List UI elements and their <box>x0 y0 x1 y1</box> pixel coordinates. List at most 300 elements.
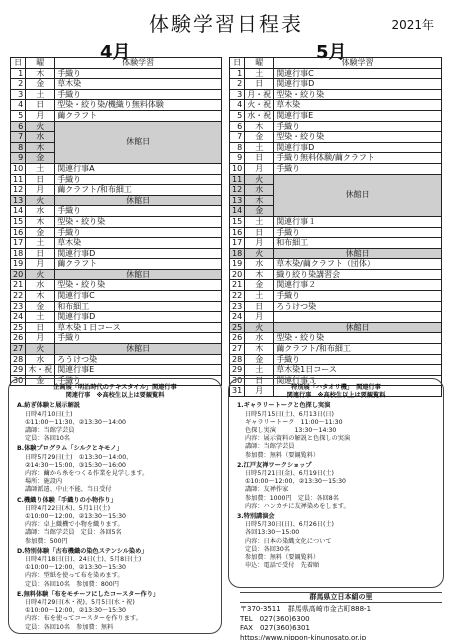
program-name: 手織り無料体験/繭クラフト <box>274 153 442 164</box>
program-name: 関連行事C <box>55 291 222 302</box>
event-detail: 場所：施設内 <box>25 478 63 486</box>
day-number: 17 <box>230 238 245 249</box>
event-detail: 色探し実演 13:30～14:30 <box>245 427 337 435</box>
weekday: 水 <box>26 280 55 291</box>
weekday: 火 <box>26 269 55 280</box>
event-detail: 内容：ハンカチに友禅染めをします。 <box>245 502 350 510</box>
weekday: 日 <box>26 100 55 111</box>
program-name: 関連行事D <box>55 248 222 259</box>
program-name: 和布細工 <box>274 238 442 249</box>
weekday: 土 <box>245 216 274 227</box>
weekday: 土 <box>26 163 55 174</box>
contact-block <box>240 592 442 640</box>
facility-name: 群馬県立日本絹の里 <box>240 592 442 603</box>
day-number: 2 <box>230 79 245 90</box>
weekday: 金 <box>26 375 55 386</box>
calendar-row <box>11 322 222 333</box>
event-detail: 日時4月22日(木)、5月1日(土) <box>25 504 111 512</box>
calendar-row <box>230 89 442 100</box>
day-number: 25 <box>230 322 245 333</box>
column-header: 日 <box>230 58 245 69</box>
calendar-row <box>11 238 222 249</box>
weekday: 木 <box>26 142 55 153</box>
day-number: 29 <box>230 365 245 376</box>
day-number: 9 <box>230 153 245 164</box>
day-number: 30 <box>230 375 245 386</box>
calendar-row <box>230 110 442 121</box>
event-detail: 内容：展示資料の解説と色探しの実演 <box>245 435 351 443</box>
closed-day-label: 休館日 <box>55 195 222 206</box>
event-detail: 講師：当館学芸員 <box>25 427 75 435</box>
weekday: 日 <box>245 153 274 164</box>
day-number: 12 <box>230 185 245 196</box>
calendar-row <box>230 132 442 143</box>
calendar-row <box>11 195 222 206</box>
day-number: 13 <box>230 195 245 206</box>
program-name: 草木染/繭クラフト（団体） <box>274 259 442 270</box>
program-name: 関連行事C <box>274 68 442 79</box>
event-detail: 日時4月10日(土) <box>25 410 73 418</box>
event-detail: 定員：各回10名 <box>25 435 70 443</box>
program-name: 型染・絞り染 <box>55 280 222 291</box>
closed-day-label: 休館日 <box>55 269 222 280</box>
day-number: 28 <box>11 354 26 365</box>
calendar-row <box>230 163 442 174</box>
program-name: 繭クラフト/和布細工 <box>274 344 442 355</box>
day-number: 11 <box>230 174 245 185</box>
program-name: 関連行事D <box>55 312 222 323</box>
program-name: 手織り <box>55 375 222 386</box>
program-name: 織り絞り染講習会 <box>274 269 442 280</box>
calendar-row <box>230 344 442 355</box>
event-detail: 日時5月15日(土)、6月13日(日) <box>245 410 334 418</box>
day-number: 28 <box>230 354 245 365</box>
program-name: 手織り <box>55 227 222 238</box>
day-number: 15 <box>11 216 26 227</box>
april-heading: 4月 <box>100 42 131 63</box>
program-name: 関連行事D <box>274 142 442 153</box>
weekday: 木 <box>245 121 274 132</box>
event-detail: 講師派遣、中止不能、当日受付 <box>25 486 112 494</box>
right-notice-subtitle: 関連行事 ※高校生以上は要観覧料 <box>286 392 386 400</box>
calendar-row <box>11 312 222 323</box>
event-detail: 申込：電話で受付 先着順 <box>245 562 320 570</box>
calendar-row <box>230 68 442 79</box>
weekday: 月 <box>26 185 55 196</box>
event-heading: 3.特別講演会 <box>237 513 275 521</box>
calendar-row <box>11 365 222 376</box>
event-detail: 日時5月29日(土) ①13:30～14:00、 <box>25 453 133 461</box>
program-name: 手織り <box>274 354 442 365</box>
program-name <box>274 312 442 323</box>
day-number: 30 <box>11 375 26 386</box>
program-name: 手織り <box>55 89 222 100</box>
weekday: 土 <box>26 312 55 323</box>
column-header: 体験学習 <box>274 58 442 69</box>
program-name: ろうけつ染 <box>274 301 442 312</box>
calendar-row <box>230 121 442 132</box>
calendar-row <box>230 322 442 333</box>
day-number: 4 <box>11 100 26 111</box>
calendar-row <box>11 333 222 344</box>
weekday: 日 <box>245 227 274 238</box>
closed-day-label: 休館日 <box>274 322 442 333</box>
program-name: 草木染1日コース <box>274 365 442 376</box>
event-detail: ①10:00～12:00、②13:30～15:30 <box>245 478 346 486</box>
day-number: 19 <box>11 259 26 270</box>
day-number: 27 <box>11 344 26 355</box>
calendar-header-row <box>230 58 442 69</box>
calendar-row <box>230 312 442 323</box>
event-detail: 日時5月30日(日)、6月26日(土) <box>245 521 334 529</box>
event-heading: B.体験プログラム「シルクとキモノ」 <box>17 445 123 453</box>
calendar-row <box>11 206 222 217</box>
weekday: 月・祝 <box>245 89 274 100</box>
program-name: 関連行事E <box>55 365 222 376</box>
page-title: 体験学習日程表 <box>149 12 303 36</box>
weekday: 金 <box>26 301 55 312</box>
special-exhibition-notice <box>228 378 444 588</box>
column-header: 体験学習 <box>55 58 222 69</box>
weekday: 水 <box>245 333 274 344</box>
weekday: 火 <box>245 174 274 185</box>
weekday: 金 <box>245 132 274 143</box>
calendar-row <box>11 248 222 259</box>
day-number: 21 <box>230 280 245 291</box>
weekday: 金 <box>245 206 274 217</box>
event-detail: 講師：友禅作家 <box>245 486 289 494</box>
weekday: 土 <box>26 89 55 100</box>
event-detail: 定員：各回10名 参加費：無料 <box>25 623 114 631</box>
program-name: 型染・絞り染 <box>274 89 442 100</box>
weekday: 木 <box>26 291 55 302</box>
calendar-row <box>230 216 442 227</box>
day-number: 20 <box>11 269 26 280</box>
calendar-row <box>11 185 222 196</box>
weekday: 水 <box>26 354 55 365</box>
program-name: 繭クラフト <box>55 110 222 121</box>
day-number: 29 <box>11 365 26 376</box>
event-detail: 参加費：1000円 定員：各回8名 <box>245 494 339 502</box>
calendar-row <box>11 110 222 121</box>
calendar-row <box>230 365 442 376</box>
event-heading: A.紡ぎ体験と展示解説 <box>17 402 80 410</box>
calendar-row <box>11 89 222 100</box>
calendar-row <box>230 280 442 291</box>
weekday: 金 <box>26 79 55 90</box>
day-number: 5 <box>11 110 26 121</box>
weekday: 木・祝 <box>26 365 55 376</box>
calendar-row <box>11 354 222 365</box>
day-number: 15 <box>230 216 245 227</box>
calendar-row <box>230 153 442 164</box>
day-number: 20 <box>230 269 245 280</box>
day-number: 24 <box>11 312 26 323</box>
program-name: 手織り <box>274 163 442 174</box>
closed-period-label: 休館日 <box>274 174 442 216</box>
calendar-row <box>11 344 222 355</box>
weekday: 水 <box>245 259 274 270</box>
event-detail: 講師：当館学芸員 定員：各回5名 <box>25 529 122 537</box>
weekday: 金 <box>26 153 55 164</box>
day-number: 10 <box>11 163 26 174</box>
day-number: 8 <box>11 142 26 153</box>
weekday: 火 <box>26 344 55 355</box>
program-name: 和布細工 <box>55 301 222 312</box>
program-name: 型染・絞り染 <box>274 333 442 344</box>
event-heading: 1.ギャラリートークと色探し実演 <box>237 402 331 410</box>
program-name: 関連行事３ <box>274 375 442 386</box>
event-detail: ①10:00～12:00、②13:30～15:30 <box>25 513 126 521</box>
year-label: 2021年 <box>391 18 434 32</box>
phone-number: TEL 027(360)6300 <box>240 614 310 623</box>
weekday: 月 <box>26 333 55 344</box>
event-detail: 参加費：500円 <box>25 537 68 545</box>
event-detail: 定員：各回10名 参加費：800円 <box>25 580 119 588</box>
calendar-row <box>230 227 442 238</box>
day-number: 14 <box>230 206 245 217</box>
calendar-row <box>230 248 442 259</box>
calendar-row <box>11 68 222 79</box>
calendar-row <box>11 291 222 302</box>
weekday: 月 <box>245 163 274 174</box>
weekday: 木 <box>245 344 274 355</box>
column-header: 日 <box>11 58 26 69</box>
day-number: 18 <box>230 248 245 259</box>
weekday: 日 <box>245 79 274 90</box>
day-number: 24 <box>230 312 245 323</box>
program-name: 手織り <box>55 206 222 217</box>
calendar-row <box>11 121 222 132</box>
program-name: 関連行事A <box>55 163 222 174</box>
program-name: 草木染 <box>55 238 222 249</box>
day-number: 19 <box>230 259 245 270</box>
event-detail: 日時4月18日(日)、24日(土)、5月8日(土) <box>25 556 142 564</box>
weekday: 金 <box>26 227 55 238</box>
event-detail: ①11:00～11:30、②13:30～14:00 <box>25 418 126 426</box>
may-calendar-table <box>229 57 442 397</box>
day-number: 7 <box>11 132 26 143</box>
event-detail: ①10:00～12:00、②13:30～15:30 <box>25 564 126 572</box>
weekday: 土 <box>245 68 274 79</box>
day-number: 14 <box>11 206 26 217</box>
event-detail: ギャラリートーク 11:00～11:30 <box>245 418 343 426</box>
weekday: 火 <box>245 248 274 259</box>
program-name: 手織り <box>274 291 442 302</box>
calendar-row <box>11 301 222 312</box>
day-number: 16 <box>230 227 245 238</box>
day-number: 16 <box>11 227 26 238</box>
program-name: 草木染１日コース <box>55 322 222 333</box>
calendar-row <box>230 291 442 302</box>
event-detail: 内容：卓上織機で小物を織ります。 <box>25 521 124 529</box>
calendar-row <box>11 79 222 90</box>
calendar-row <box>11 216 222 227</box>
program-name: 手織り <box>55 333 222 344</box>
weekday: 日 <box>245 375 274 386</box>
program-name: 草木染 <box>274 100 442 111</box>
event-heading: C.機織り体験「手織りの小物作り」 <box>17 496 117 504</box>
event-detail: 参加費：無料（要観覧料） <box>245 554 320 562</box>
postal-address: 〒370-3511 群馬県高崎市金古町888-1 <box>240 605 372 614</box>
event-heading: D.特別体験「古布機織の染色ステンシル染め」 <box>17 547 148 555</box>
closed-period-label: 休館日 <box>55 121 222 163</box>
program-name: 関連行事D <box>274 79 442 90</box>
weekday: 土 <box>245 365 274 376</box>
closed-day-label: 休館日 <box>55 344 222 355</box>
calendar-row <box>11 100 222 111</box>
weekday: 月 <box>26 259 55 270</box>
closed-day-label: 休館日 <box>274 248 442 259</box>
day-number: 6 <box>230 121 245 132</box>
program-name: 繭クラフト <box>55 259 222 270</box>
april-calendar-table <box>10 57 222 386</box>
calendar-row <box>11 163 222 174</box>
program-name: 関連行事２ <box>274 280 442 291</box>
day-number: 31 <box>230 386 245 397</box>
program-name: ろうけつ染 <box>55 354 222 365</box>
left-notice-subtitle: 関連行事 ※高校生以上は要観覧料 <box>65 392 165 400</box>
day-number: 13 <box>11 195 26 206</box>
event-detail: 定員：各回30名 <box>245 545 290 553</box>
weekday: 火 <box>245 322 274 333</box>
day-number: 17 <box>11 238 26 249</box>
weekday: 日 <box>26 322 55 333</box>
weekday: 金 <box>245 354 274 365</box>
column-header: 曜 <box>245 58 274 69</box>
day-number: 2 <box>11 79 26 90</box>
weekday: 水 <box>245 185 274 196</box>
event-detail: 参加費：無料（要観覧料） <box>245 451 320 459</box>
day-number: 9 <box>11 153 26 164</box>
weekday: 木 <box>245 195 274 206</box>
weekday: 土 <box>26 238 55 249</box>
calendar-row <box>11 227 222 238</box>
program-name: 関連行事E <box>274 110 442 121</box>
event-heading: E.無料体験「布をモチーフにしたコースター作り」 <box>17 590 160 598</box>
calendar-row <box>230 142 442 153</box>
day-number: 22 <box>230 291 245 302</box>
weekday: 日 <box>245 301 274 312</box>
weekday: 木 <box>245 269 274 280</box>
event-heading: 2.江戸友禅ワークショップ <box>237 461 312 469</box>
event-detail: 日時4月29日(木・祝)、5月5日(水・祝) <box>25 599 135 607</box>
day-number: 22 <box>11 291 26 302</box>
program-name: 手織り <box>274 227 442 238</box>
program-name: 型染・絞り染/機織り無料体験 <box>55 100 222 111</box>
weekday: 土 <box>245 291 274 302</box>
event-detail: 各回13:30～15:00 <box>245 529 300 537</box>
day-number: 23 <box>11 301 26 312</box>
calendar-row <box>230 354 442 365</box>
exhibition-events-notice <box>8 378 222 634</box>
calendar-row <box>230 269 442 280</box>
website-link[interactable]: https://www.nippon-kinunosato.or.jp <box>240 633 367 640</box>
event-detail: 日時5月21日(金)、6月19日(土) <box>245 470 334 478</box>
event-detail: 講師：当館学芸員 <box>245 443 295 451</box>
program-name: 型染・絞り染 <box>274 132 442 143</box>
right-notice-title: 特別展「ハタオリ機」 関連行事 <box>291 384 381 391</box>
weekday: 月 <box>245 312 274 323</box>
weekday: 水 <box>26 132 55 143</box>
program-name: 手織り <box>274 121 442 132</box>
weekday: 月 <box>245 238 274 249</box>
calendar-header-row <box>11 58 222 69</box>
event-detail: 内容：繭から糸をつくる作業を見学します。 <box>25 470 149 478</box>
weekday: 土 <box>245 142 274 153</box>
day-number: 26 <box>230 333 245 344</box>
calendar-row <box>230 100 442 111</box>
weekday: 火 <box>26 121 55 132</box>
day-number: 4 <box>230 100 245 111</box>
event-detail: 内容：布を使ってコースターを作ります。 <box>25 615 142 623</box>
program-name: 繭クラフト/和布細工 <box>55 185 222 196</box>
weekday: 火 <box>26 195 55 206</box>
program-name: 関連行事１ <box>274 216 442 227</box>
calendar-row <box>11 280 222 291</box>
day-number: 10 <box>230 163 245 174</box>
day-number: 26 <box>11 333 26 344</box>
day-number: 5 <box>230 110 245 121</box>
weekday: 木 <box>26 68 55 79</box>
calendar-row <box>230 333 442 344</box>
day-number: 18 <box>11 248 26 259</box>
day-number: 8 <box>230 142 245 153</box>
calendar-row <box>230 174 442 185</box>
day-number: 23 <box>230 301 245 312</box>
weekday: 月 <box>245 386 274 397</box>
weekday: 水・祝 <box>245 110 274 121</box>
event-detail: 内容：型紙を使って布を染めます。 <box>25 572 124 580</box>
day-number: 3 <box>11 89 26 100</box>
program-name: 手織り <box>55 68 222 79</box>
weekday: 月 <box>26 110 55 121</box>
day-number: 6 <box>11 121 26 132</box>
calendar-row <box>230 238 442 249</box>
event-detail: ②14:30～15:00、③15:30～16:00 <box>25 461 126 469</box>
day-number: 3 <box>230 89 245 100</box>
event-detail: ①10:00～12:00、②13:30～15:30 <box>25 607 126 615</box>
day-number: 11 <box>11 174 26 185</box>
day-number: 21 <box>11 280 26 291</box>
weekday: 日 <box>26 174 55 185</box>
fax-number: FAX 027(360)6301 <box>240 624 310 633</box>
weekday: 日 <box>26 248 55 259</box>
day-number: 27 <box>230 344 245 355</box>
program-name: 型染・絞り染 <box>55 216 222 227</box>
calendar-row <box>11 259 222 270</box>
day-number: 12 <box>11 185 26 196</box>
calendar-row <box>11 269 222 280</box>
calendar-row <box>230 259 442 270</box>
weekday: 木 <box>26 216 55 227</box>
weekday: 水 <box>26 206 55 217</box>
column-header: 曜 <box>26 58 55 69</box>
may-heading: 5月 <box>316 42 347 63</box>
day-number: 25 <box>11 322 26 333</box>
calendar-row <box>230 79 442 90</box>
program-name: 手織り <box>55 174 222 185</box>
day-number: 1 <box>230 68 245 79</box>
left-notice-title: 企画展「明治時代のテキスタイル」関連行事 <box>53 384 177 391</box>
calendar-row <box>230 301 442 312</box>
event-detail: 内容：日本の染織文化について <box>245 537 332 545</box>
day-number: 1 <box>11 68 26 79</box>
weekday: 金 <box>245 280 274 291</box>
weekday: 火・祝 <box>245 100 274 111</box>
program-name: 草木染 <box>55 79 222 90</box>
calendar-row <box>11 174 222 185</box>
